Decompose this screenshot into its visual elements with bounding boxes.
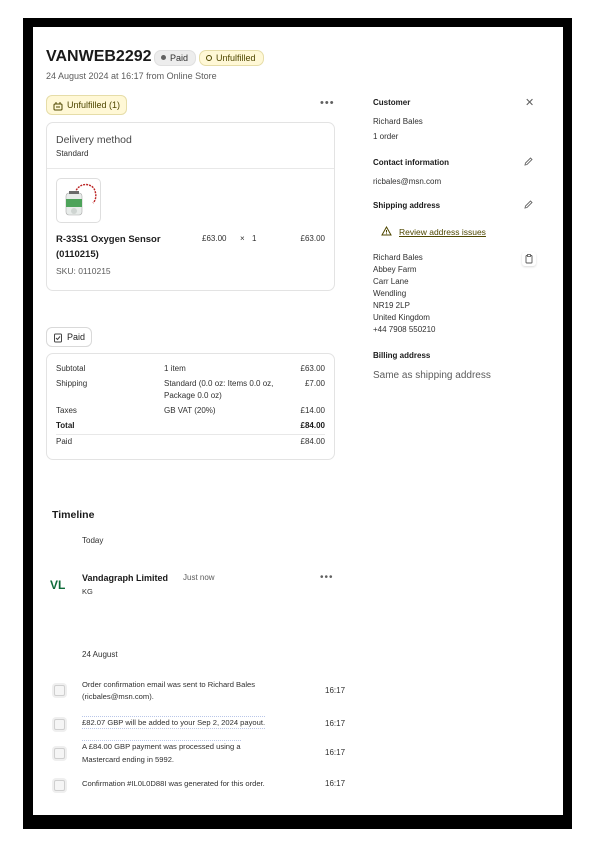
product-name-line1[interactable]: R-33S1 Oxygen Sensor [56, 234, 161, 245]
close-icon[interactable]: ✕ [525, 97, 535, 109]
status-dot-icon [161, 55, 166, 60]
timeline-event-text: Order confirmation email was sent to Richard Bales [82, 680, 256, 689]
comment-author: Vandagraph Limited [82, 573, 169, 583]
product-sku: SKU: 0110215 [56, 266, 111, 276]
timeline-event-text: Confirmation #IL0L0D88I was generated for this order. [82, 779, 265, 788]
timeline-event-marker [54, 685, 65, 696]
timeline-event-text[interactable]: £82.07 GBP will be added to your Sep 2, 2024 payout. [82, 718, 266, 727]
product-thumbnail[interactable] [56, 178, 101, 223]
billing-address-heading: Billing address [373, 351, 431, 360]
product-name-line2[interactable]: (0110215) [56, 249, 99, 260]
timeline-event-time: 16:17 [325, 719, 346, 728]
timeline-heading: Timeline [52, 509, 95, 521]
times-sign: × [240, 234, 245, 243]
more-actions-icon[interactable]: ••• [320, 97, 335, 109]
copy-address-icon[interactable] [522, 252, 536, 266]
paid-row-label: Paid [56, 437, 73, 446]
receipt-check-icon [53, 333, 63, 343]
unfulfilled-status-pill [46, 95, 127, 115]
divider [47, 168, 334, 169]
package-icon [53, 101, 63, 111]
address-phone: +44 7908 550210 [373, 325, 436, 334]
edit-shipping-pencil-icon[interactable] [523, 199, 534, 210]
taxes-desc: GB VAT (20%) [164, 406, 216, 415]
comment-text: KG [82, 587, 93, 596]
timeline-event-marker [54, 719, 65, 730]
taxes-amount: £14.00 [300, 406, 325, 415]
unfulfilled-label: Unfulfilled (1) [67, 100, 121, 110]
fulfillment-status-text: Unfulfilled [216, 53, 256, 63]
review-address-issues-link[interactable]: Review address issues [399, 227, 486, 237]
shipping-amount: £7.00 [304, 379, 325, 388]
shipping-address-heading: Shipping address [373, 201, 441, 210]
taxes-label: Taxes [56, 406, 77, 415]
order-page [33, 27, 563, 815]
customer-name[interactable]: Richard Bales [373, 117, 423, 126]
paid-status-pill [46, 327, 92, 347]
payment-status-text: Paid [170, 53, 189, 63]
fulfillment-card [46, 122, 335, 291]
address-line: Abbey Farm [373, 265, 417, 274]
address-line: Wendling [373, 289, 407, 298]
timeline-date-24-august: 24 August [82, 650, 118, 659]
timeline-event-marker [54, 748, 65, 759]
customer-order-count[interactable]: 1 order [373, 132, 399, 141]
customer-email[interactable]: ricbales@msn.com [373, 177, 442, 186]
order-number: VANWEB2292 [46, 48, 152, 65]
paid-row-amount: £84.00 [300, 437, 325, 446]
warning-icon [381, 226, 392, 236]
shipping-label: Shipping [56, 379, 88, 388]
timeline-event-time: 16:17 [325, 748, 346, 757]
total-label: Total [56, 421, 75, 430]
total-amount: £84.00 [300, 421, 325, 430]
payment-status-badge [154, 50, 196, 66]
delivery-method-label: Delivery method [56, 134, 132, 146]
comment-more-actions-icon[interactable]: ••• [320, 572, 334, 583]
shipping-desc-cont: Package 0.0 oz) [164, 391, 222, 400]
subtotal-amount: £63.00 [300, 364, 325, 373]
customer-heading: Customer [373, 98, 411, 107]
timeline-event-time: 16:17 [325, 686, 346, 695]
address-line: Richard Bales [373, 253, 423, 262]
billing-address-value: Same as shipping address [373, 370, 491, 381]
delivery-method-value: Standard [56, 149, 89, 158]
order-subtitle: 24 August 2024 at 16:17 from Online Store [46, 71, 217, 81]
timeline-event-text-cont: Mastercard ending in 5992. [82, 755, 175, 764]
timeline-event-text-cont: (ricbales@msn.com). [82, 692, 154, 701]
unit-price: £63.00 [202, 234, 227, 243]
timeline-event-text[interactable]: A £84.00 GBP payment was processed using a [82, 742, 241, 751]
subtotal-label: Subtotal [56, 364, 86, 373]
timeline-date-today: Today [82, 536, 104, 545]
edit-contact-pencil-icon[interactable] [523, 156, 534, 167]
contact-info-heading: Contact information [373, 158, 449, 167]
payment-summary-card [46, 353, 335, 460]
fulfillment-status-badge [199, 50, 264, 66]
item-quantity: 1 [252, 234, 257, 243]
divider [56, 434, 325, 435]
comment-time: Just now [183, 573, 215, 582]
address-line: Carr Lane [373, 277, 409, 286]
subtotal-desc: 1 item [164, 364, 186, 373]
line-total: £63.00 [300, 234, 325, 243]
shipping-desc: Standard (0.0 oz: Items 0.0 oz, [164, 379, 274, 388]
timeline-event-time: 16:17 [325, 779, 346, 788]
avatar: VL [50, 578, 66, 592]
address-line: United Kingdom [373, 313, 430, 322]
status-ring-icon [206, 55, 212, 61]
paid-label: Paid [67, 332, 86, 342]
address-line: NR19 2LP [373, 301, 410, 310]
timeline-event-marker [54, 780, 65, 791]
